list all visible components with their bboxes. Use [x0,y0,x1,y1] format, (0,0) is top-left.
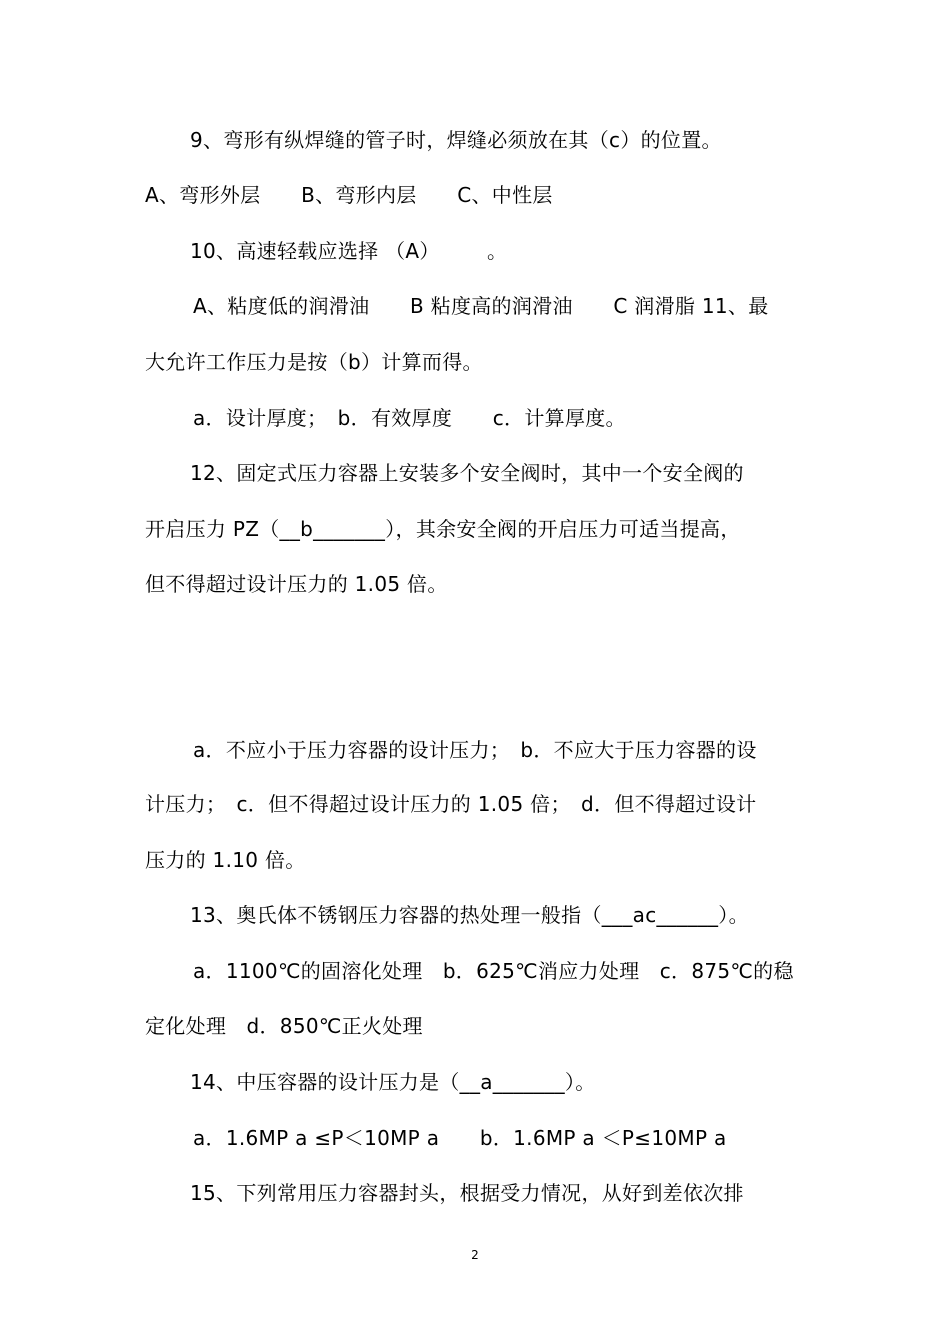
question-12-options-3: 压力的 1.10 倍。 [145,848,306,872]
question-13-options-1: a．1100℃的固溶化处理 b．625℃消应力处理 c．875℃的稳 [193,959,794,983]
question-13: 13、奥氏体不锈钢压力容器的热处理一般指（___ac______）。 [190,903,749,927]
question-9: 9、弯形有纵焊缝的管子时，焊缝必须放在其（c）的位置。 [190,128,722,152]
question-12-line-1: 12、固定式压力容器上安装多个安全阀时，其中一个安全阀的 [190,461,744,485]
question-15: 15、下列常用压力容器封头，根据受力情况，从好到差依次排 [190,1181,744,1205]
question-12-options-2: 计压力； c．但不得超过设计压力的 1.05 倍； d．但不得超过设计 [145,792,757,816]
question-12-line-3: 但不得超过设计压力的 1.05 倍。 [145,572,448,596]
question-10-options: A、粘度低的润滑油 B 粘度高的润滑油 C 润滑脂 11、最 [193,294,769,318]
question-12-options-1: a．不应小于压力容器的设计压力； b．不应大于压力容器的设 [193,738,757,762]
question-9-options: A、弯形外层 B、弯形内层 C、中性层 [145,183,553,207]
page-number: 2 [471,1248,479,1262]
question-14-options: a．1.6MP a ≤P＜10MP a b．1.6MP a ＜P≤10MP a [193,1126,727,1150]
question-11: 大允许工作压力是按（b）计算而得。 [145,350,483,374]
question-14: 14、中压容器的设计压力是（__a_______）。 [190,1070,596,1094]
question-11-options: a．设计厚度； b．有效厚度 c．计算厚度。 [193,406,626,430]
question-13-options-2: 定化处理 d．850℃正火处理 [145,1014,423,1038]
question-12-line-2: 开启压力 PZ（__b_______），其余安全阀的开启压力可适当提高， [145,517,741,541]
question-10: 10、高速轻载应选择 （A） 。 [190,239,508,263]
